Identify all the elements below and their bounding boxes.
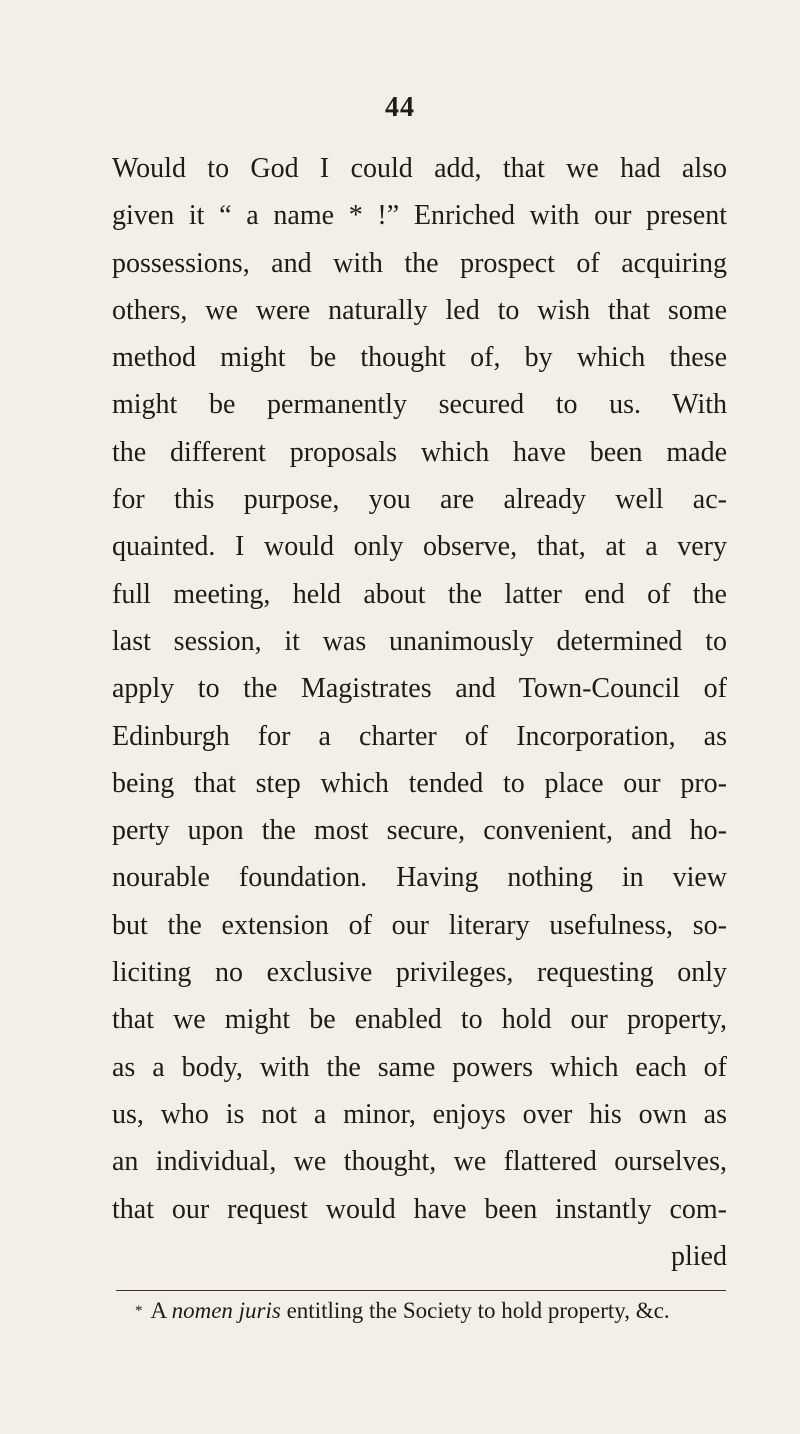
footnote-text: entitling the Society to hold property, &c.	[286, 1298, 670, 1323]
text-line: being that step which tended to place our pro-	[112, 767, 727, 799]
catchword: plied	[671, 1240, 727, 1272]
text-line: apply to the Magistrates and Town-Council of	[112, 673, 727, 705]
text-line: but the extension of our literary usefulness, so-	[112, 909, 727, 941]
text-line: an individual, we thought, we flattered ourselves,	[112, 1146, 727, 1178]
footnote-prefix: A	[150, 1298, 166, 1323]
footnote-rule	[116, 1290, 726, 1291]
body-text	[112, 145, 727, 1280]
text-line: given it “ a name * !” Enriched with our present	[112, 200, 727, 232]
text-line: the different proposals which have been made	[112, 436, 727, 468]
footnote-italic-term: nomen juris	[171, 1298, 281, 1323]
page-number: 44	[385, 92, 415, 123]
text-line: perty upon the most secure, convenient, and ho-	[112, 815, 727, 847]
text-line: Edinburgh for a charter of Incorporation, as	[112, 720, 727, 752]
text-line: possessions, and with the prospect of acquiring	[112, 247, 727, 279]
text-line: liciting no exclusive privileges, requesting only	[112, 957, 727, 989]
text-line: for this purpose, you are already well ac-	[112, 484, 727, 516]
text-line: method might be thought of, by which these	[112, 342, 727, 374]
text-line: Would to God I could add, that we had also	[112, 153, 727, 184]
text-line: last session, it was unanimously determined to	[112, 625, 727, 657]
text-line: that our request would have been instantly com-	[112, 1193, 727, 1225]
text-line: others, we were naturally led to wish that some	[112, 294, 727, 326]
text-line: as a body, with the same powers which each of	[112, 1051, 727, 1083]
footnote	[135, 1295, 735, 1327]
text-line: quainted. I would only observe, that, at a very	[112, 531, 727, 563]
footnote-marker: *	[135, 1303, 143, 1319]
text-line: might be permanently secured to us. With	[112, 389, 727, 421]
text-line: that we might be enabled to hold our property,	[112, 1004, 727, 1036]
text-line: full meeting, held about the latter end of the	[112, 578, 727, 610]
text-line: nourable foundation. Having nothing in view	[112, 862, 727, 894]
text-line: us, who is not a minor, enjoys over his own as	[112, 1098, 727, 1130]
